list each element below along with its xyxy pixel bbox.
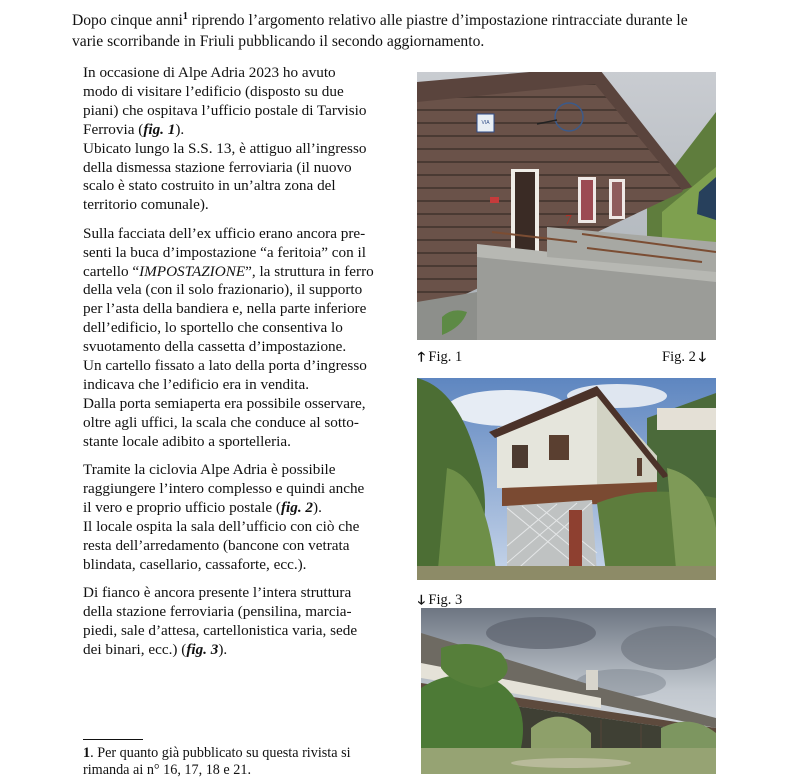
door-number: 7 <box>565 213 572 228</box>
figure-reference-2: fig. 2 <box>280 498 314 516</box>
text-line: Tramite la ciclovia Alpe Adria è possibile <box>83 461 336 479</box>
text-fragment: ”, la struttura in ferro <box>245 262 374 280</box>
figure-2-image <box>417 378 716 580</box>
paragraph-3 <box>83 461 387 574</box>
text-fragment: Ferrovia ( <box>83 120 144 138</box>
figure-reference-3: fig. 3 <box>186 640 219 658</box>
figure-3-caption <box>418 592 462 608</box>
text-line: Dalla porta semiaperta era possibile osservare, <box>83 394 366 412</box>
text-line: per l’asta della bandiera e, nella parte inferiore <box>83 300 367 318</box>
article-body-column <box>83 64 387 669</box>
figure-2-caption <box>662 349 706 365</box>
text-line: Di fianco è ancora presente l’intera struttura <box>83 584 352 602</box>
figure-1-image <box>417 72 716 340</box>
paragraph-4 <box>83 584 387 660</box>
text-line: dell’edificio, lo sportello che consentiva lo <box>83 319 343 337</box>
footnote-line-2: rimanda ai n° 16, 17, 18 e 21. <box>83 762 252 778</box>
text-line: della vela (con il solo frazionario), il supporto <box>83 281 363 299</box>
text-line: modo di visitare l’edificio (disposto su due <box>83 82 344 100</box>
down-arrow-icon: 🡓 <box>699 349 707 364</box>
text-line: territorio comunale). <box>83 196 209 214</box>
text-line: Un cartello fissato a lato della porta d’ingresso <box>83 357 367 375</box>
text-line <box>83 121 387 140</box>
text-line: scalo è stato costruito in un’altra zona del <box>83 177 336 195</box>
impostazione-label: IMPOSTAZIONE <box>139 262 246 280</box>
text-line <box>83 263 387 282</box>
text-fragment: dei binari, ecc.) ( <box>83 640 187 658</box>
figure-3-label: Fig. 3 <box>428 592 463 608</box>
text-fragment: ). <box>175 120 185 138</box>
text-line <box>83 641 387 660</box>
intro-paragraph <box>72 10 732 52</box>
footnote-line-1 <box>83 745 387 762</box>
text-fragment: ). <box>218 640 228 658</box>
paragraph-1 <box>83 64 387 215</box>
text-fragment: il vero e proprio ufficio postale ( <box>83 498 281 516</box>
text-line <box>83 499 387 518</box>
footnote <box>83 745 387 779</box>
text-line: stante locale adibito a sportelleria. <box>83 432 291 450</box>
figure-reference-1: fig. 1 <box>143 120 176 138</box>
paragraph-2 <box>83 225 387 452</box>
text-line: resta dell’arredamento (bancone con vetrata <box>83 536 350 554</box>
text-line: Ubicato lungo la S.S. 13, è attiguo all’ingresso <box>83 139 367 157</box>
footnote-separator <box>83 739 143 740</box>
text-line: piani) che ospitava l’ufficio postale di Tarvisio <box>83 101 367 119</box>
text-line: Il locale ospita la sala dell’ufficio con ciò che <box>83 517 360 535</box>
intro-text-start: Dopo cinque anni <box>72 12 183 29</box>
text-line: oltre agli uffici, la scala che conduce al sotto- <box>83 413 359 431</box>
text-fragment: cartello “ <box>83 262 140 280</box>
text-line: In occasione di Alpe Adria 2023 ho avuto <box>83 64 336 81</box>
figure-3-image <box>421 608 716 774</box>
figure-1-label: Fig. 1 <box>428 349 463 365</box>
down-arrow-icon: 🡓 <box>417 592 426 607</box>
figure-2-photo-post-office-building <box>417 378 716 580</box>
text-fragment: ). <box>313 498 322 516</box>
figure-3-photo-railway-station <box>421 608 716 774</box>
text-line: senti la buca d’impostazione “a feritoia” con il <box>83 243 366 261</box>
intro-text-line1: riprendo l’argomento relativo alle piastre d’impostazione rintracciate durante le <box>187 12 688 29</box>
footnote-text: . Per quanto già pubblicato su questa rivista si <box>90 745 351 761</box>
street-sign: VIA <box>481 120 490 126</box>
text-line: svuotamento della cassetta d’impostazione. <box>83 338 347 356</box>
text-line: indicava che l’edificio era in vendita. <box>83 376 310 393</box>
intro-text-line2: varie scorribande in Friuli pubblicando il secondo aggiornamento. <box>72 33 485 50</box>
text-line: della stazione ferroviaria (pensilina, marcia- <box>83 602 352 620</box>
text-line: piedi, sale d’attesa, cartellonistica varia, sede <box>83 621 358 639</box>
text-line: blindata, casellario, cassaforte, ecc.). <box>83 555 307 573</box>
text-line: Sulla facciata dell’ex ufficio erano ancora pre- <box>83 224 366 242</box>
text-line: raggiungere l’intero complesso e quindi anche <box>83 480 365 498</box>
figure-1-photo-wooden-post-office <box>417 72 716 340</box>
footnote-reference[interactable]: 1 <box>182 11 188 22</box>
text-line: della dismessa stazione ferroviaria (il nuovo <box>83 158 352 176</box>
figure-1-caption <box>418 349 462 365</box>
figure-2-label: Fig. 2 <box>662 349 696 365</box>
up-arrow-icon: 🡑 <box>417 349 426 364</box>
footnote-number: 1 <box>83 745 91 761</box>
